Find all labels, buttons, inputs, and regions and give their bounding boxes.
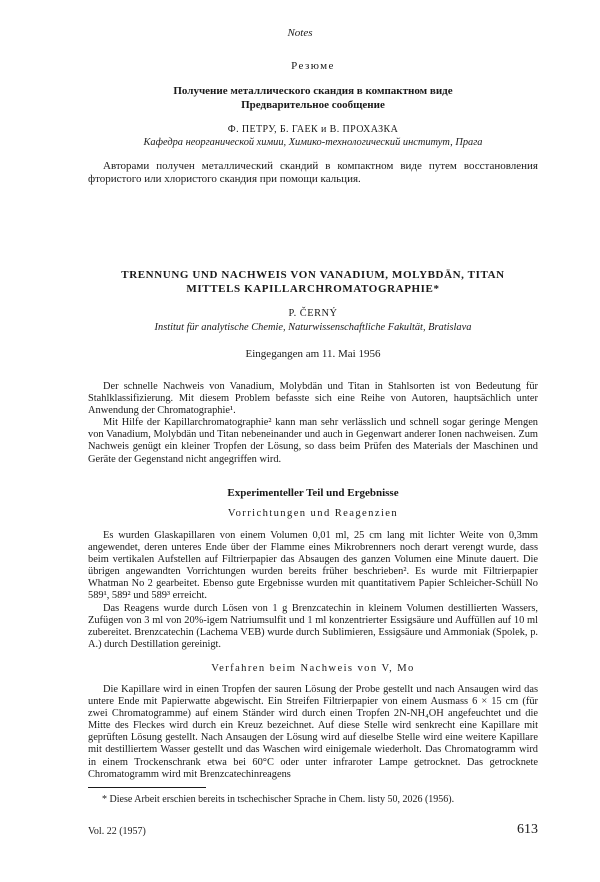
resume-authors: Ф. ПЕТРУ, Б. ГАЕК и В. ПРОХАЗКА (227, 124, 399, 135)
running-header: Notes (287, 27, 313, 39)
methods-paragraph-1: Es wurden Glaskapillaren von einem Volumen 0,01 ml, 25 cm lang mit lichter Weite von 0,3mm angewendet, deren unteres Ende über der Flamme eines Mikrobrenners noch derart verengt wurde, dass beim vertikalen Aufstellen auf Filtrierpapier das Absaugen des ganzen Volumen eine Minute dauert. Die übrigen angewandten Vorrichtungen wurden bereits früher beschrieben². Es wurde mit Filtrierpapier Whatman No 2 gearbeitet. Ebenso gute Ergebnisse wurden mit quantitativem Papier Schleicher-Schüll No 589¹, 589² und 589³ erreicht. (88, 530, 538, 602)
intro-paragraph-1: Der schnelle Nachweis von Vanadium, Molybdän und Titan in Stahlsorten ist von Bedeutung für Stahlklassifizierung. Mit diesem Problem befasste sich eine Reihe von Autoren, hauptsächlich unter Anwendung der Chromatographie¹. (88, 381, 538, 417)
footnote: * Diese Arbeit erschien bereits in tschechischer Sprache in Chem. listy 50, 2026 (1956). (102, 794, 455, 805)
section-heading: Experimenteller Teil und Ergebnisse (227, 487, 399, 499)
article-affiliation: Institut für analytische Chemie, Naturwissenschaftliche Fakultät, Bratislava (154, 322, 472, 333)
resume-title-line1: Получение металлического скандия в компактном виде (173, 85, 453, 97)
methods-paragraph-2: Das Reagens wurde durch Lösen von 1 g Brenzcatechin in kleinem Volumen destillierten Wassers, Zufügen von 3 ml von 20%-igem Natriumsulfit und 1 ml konzentrierter Essigsäure und Auffüllen auf 10 ml zubereitet. Brenzcatechin (Lachema VEB) wurde durch Sublimieren, Essigsäure und Ammoniak (Spolek, p. A.) durch Destillation gereinigt. (88, 602, 538, 650)
resume-label: Резюме (291, 60, 335, 72)
subsection-heading-2: Verfahren beim Nachweis von V, Mo (211, 663, 415, 674)
resume-affiliation: Кафедра неорганической химии, Химико-технологический институт, Прага (143, 137, 483, 148)
article-title-line1: TRENNUNG UND NACHWEIS VON VANADIUM, MOLYBDÄN, TITAN (121, 269, 505, 281)
volume-info: Vol. 22 (1957) (88, 826, 146, 837)
resume-abstract: Авторами получен металлический скандий в компактном виде путем восстановления фтористого или хлористого скандия при помощи кальция. (88, 160, 538, 185)
article-author: P. ČERNÝ (288, 308, 338, 319)
subsection-heading-1: Vorrichtungen und Reagenzien (227, 508, 399, 519)
resume-title-line2: Предварительное сообщение (241, 99, 385, 111)
received-date: Eingegangen am 11. Mai 1956 (245, 348, 381, 360)
footnote-rule (88, 787, 206, 788)
procedure-paragraph: Die Kapillare wird in einen Tropfen der sauren Lösung der Probe gestellt und nach Ansaugen wird das untere Ende mit Papierwatte abgewischt. Ein Streifen Filtrierpapier von einem Ausmass 6 × 15 cm (für zwei Chromatogramme) auf einem Ständer wird durch einen Tropfen 2N-NH₄OH angefeuchtet und die Mitte des Fleckes wird durch ein Kreuz bezeichnet. Auf diese Stelle wird senkrecht eine Kapillare mit geprüften Lösung gestellt. Nach Ansaugen der Lösung wird auf dieselbe Stelle wird eine weitere Kapillare mit destilliertem Wasser gestellt und das Waschen wird einigemale wiederholt. Das Chromatogramm wird in einem Trockenschrank etwa bei 60°C oder unter infraroter Lampe getrocknet. Das getrocknete Chromatogramm wird mit Brenzcatechinreagens (88, 684, 538, 780)
intro-paragraph-2: Mit Hilfe der Kapillarchromatographie² kann man sehr verlässlich und schnell sogar geringe Mengen von Vanadium, Molybdän und Titan nebeneinander und auch in Gegenwart anderer Ionen nachweisen. Zum Nachweis genügt ein kleiner Tropfen der Lösung, so dass beim Prüfen des Materials der Maschinen und Geräte der Gegenstand nicht angegriffen wird. (88, 417, 538, 465)
page-number: 613 (517, 822, 538, 837)
article-title-line2: MITTELS KAPILLARCHROMATOGRAPHIE* (186, 283, 440, 295)
